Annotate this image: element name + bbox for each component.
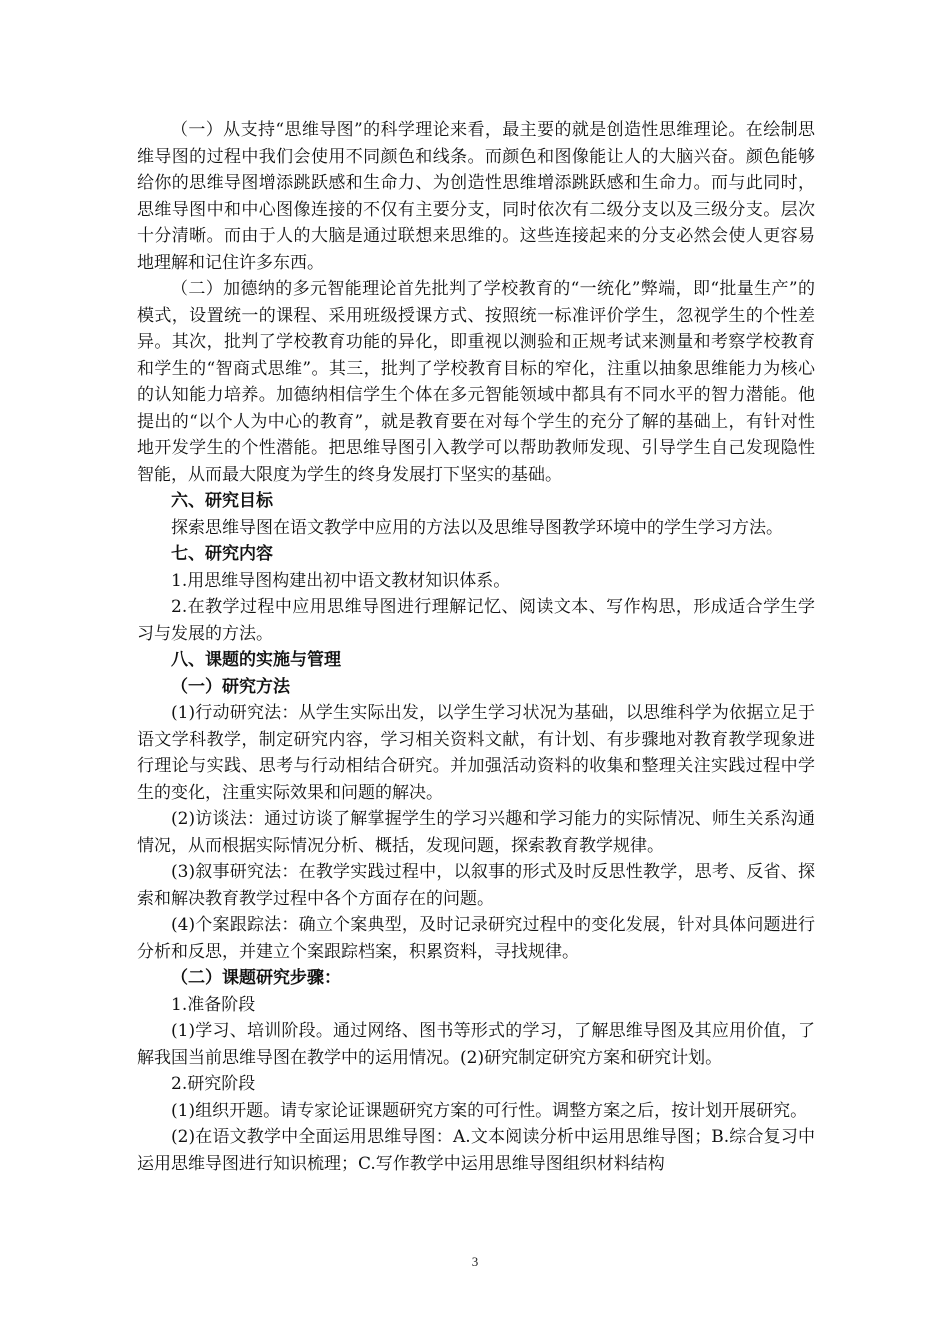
paragraph-multiple-intelligences: （二）加德纳的多元智能理论首先批判了学校教育的“一统化”弊端，即“批量生产”的模式，设置统一的课程、采用班级授课方式、按照统一标准评价学生，忽视学生的个性差异。其次，批判了学校教育功能的异化，即重视以测验和正规考试来测量和考察学校教育和学生的“智商式思维”。其三，批判了学校教育目标的窄化，注重以抽象思维能力为核心的认知能力培养。加德纳相信学生个体在多元智能领域中都具有不同水平的智力潜能。他提出的“以个人为中心的教育”，就是教育要在对每个学生的充分了解的基础上，有针对性地开发学生的个性潜能。把思维导图引入教学可以帮助教师发现、引导学生自己发现隐性智能，从而最大限度为学生的终身发展打下坚实的基础。 xyxy=(137,279,815,485)
paragraph-stage-research: 2.研究阶段 xyxy=(171,1074,256,1094)
paragraph-method-interview: (2)访谈法：通过访谈了解掌握学生的学习兴趣和学习能力的实际情况、师生关系沟通情况，从而根据实际情况分析、概括，发现问题，探索教育教学规律。 xyxy=(137,809,815,856)
paragraph-research-goal: 探索思维导图在语文教学中应用的方法以及思维导图教学环境中的学生学习方法。 xyxy=(171,517,783,538)
paragraph-stage-preparation: 1.准备阶段 xyxy=(171,994,256,1015)
paragraph-content-item-2: 2.在教学过程中应用思维导图进行理解记忆、阅读文本、写作构思，形成适合学生学习与发展的方法。 xyxy=(137,597,815,644)
paragraph-method-case-tracking: (4)个案跟踪法：确立个案典型，及时记录研究过程中的变化发展，针对具体问题进行分析和反思，并建立个案跟踪档案，积累资料，寻找规律。 xyxy=(137,915,815,962)
paragraph-content-item-1: 1.用思维导图构建出初中语文教材知识体系。 xyxy=(171,570,511,591)
page-number: 3 xyxy=(471,1254,479,1269)
paragraph-creative-thinking-theory: （一）从支持“思维导图”的科学理论来看，最主要的就是创造性思维理论。在绘制思维导图的过程中我们会使用不同颜色和线条。而颜色和图像能让人的大脑兴奋。颜色能够给你的思维导图增添跳跃感和生命力、为创造性思维增添跳跃感和生命力。而与此同时，思维导图中和中心图像连接的不仅有主要分支，同时依次有二级分支以及三级分支。层次十分清晰。而由于人的大脑是通过联想来思维的。这些连接起来的分支必然会使人更容易地理解和记住许多东西。 xyxy=(137,120,815,273)
paragraph-method-action-research: (1)行动研究法：从学生实际出发，以学生学习状况为基础，以思维科学为依据立足于语文学科教学，制定研究内容，学习相关资料文献，有计划、有步骤地对教育教学现象进行理论与实践、思考与行动相结合研究。并加强活动资料的收集和整理关注实践过程中学生的变化，注重实际效果和问题的解决。 xyxy=(137,703,815,803)
heading-implementation: 八、课题的实施与管理 xyxy=(171,650,341,670)
paragraph-preparation-detail: (1)学习、培训阶段。通过网络、图书等形式的学习，了解思维导图及其应用价值，了解我国当前思维导图在教学中的运用情况。(2)研究制定研究方案和研究计划。 xyxy=(137,1021,815,1068)
heading-research-goal: 六、研究目标 xyxy=(171,491,273,511)
heading-research-content: 七、研究内容 xyxy=(171,544,273,564)
document-body xyxy=(137,117,815,1177)
paragraph-research-opening: (1)组织开题。请专家论证课题研究方案的可行性。调整方案之后，按计划开展研究。 xyxy=(171,1100,808,1121)
subheading-research-steps: （二）课题研究步骤： xyxy=(171,968,341,988)
subheading-research-methods: （一）研究方法 xyxy=(171,676,290,697)
paragraph-research-application: (2)在语文教学中全面运用思维导图：A.文本阅读分析中运用思维导图；B.综合复习中运用思维导图进行知识梳理；C.写作教学中运用思维导图组织材料结构 xyxy=(137,1127,815,1174)
paragraph-method-narrative: (3)叙事研究法：在教学实践过程中，以叙事的形式及时反思性教学，思考、反省、探索和解决教育教学过程中各个方面存在的问题。 xyxy=(137,862,815,909)
